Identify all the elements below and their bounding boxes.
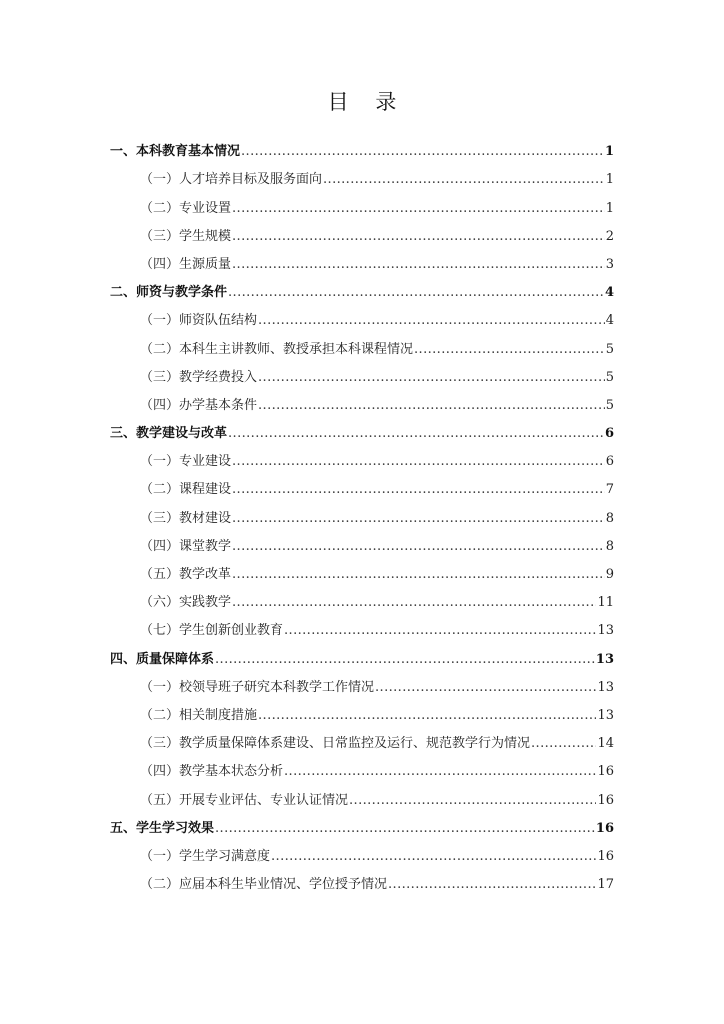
toc-section-entry[interactable] <box>110 843 614 871</box>
toc-dot-leader <box>227 420 604 448</box>
toc-page-number: 6 <box>605 454 614 470</box>
toc-section-entry[interactable] <box>110 871 614 899</box>
toc-page-number: 11 <box>597 595 614 611</box>
toc-section-entry[interactable] <box>110 786 614 814</box>
toc-entry-title: （四）课堂教学 <box>140 538 232 554</box>
toc-section-entry[interactable] <box>110 194 614 222</box>
toc-dot-leader <box>387 871 596 899</box>
toc-dot-leader <box>231 589 596 617</box>
toc-entry-title: （一）校领导班子研究本科教学工作情况 <box>140 679 375 695</box>
toc-entry-title: （一）学生学习满意度 <box>140 848 271 864</box>
toc-entry-title: （三）教学经费投入 <box>140 369 258 385</box>
toc-section-entry[interactable] <box>110 617 614 645</box>
toc-entry-title: （三）学生规模 <box>140 228 232 244</box>
toc-page-number: 16 <box>597 848 614 864</box>
toc-section-entry[interactable] <box>110 758 614 786</box>
toc-section-entry[interactable] <box>110 448 614 476</box>
toc-dot-leader <box>227 279 604 307</box>
toc-page-number: 13 <box>597 707 614 723</box>
toc-page-number: 13 <box>597 623 614 639</box>
toc-section-entry[interactable] <box>110 166 614 194</box>
toc-entry-title: （一）师资队伍结构 <box>140 313 258 329</box>
toc-page-number: 6 <box>604 426 614 442</box>
toc-chapter-entry[interactable] <box>110 420 614 448</box>
toc-section-entry[interactable] <box>110 251 614 279</box>
toc-dot-leader <box>413 336 605 364</box>
toc-dot-leader <box>231 505 605 533</box>
toc-dot-leader <box>240 138 604 166</box>
toc-page-number: 17 <box>597 877 614 893</box>
toc-dot-leader <box>231 195 605 223</box>
toc-page-number: 7 <box>605 482 614 498</box>
toc-entry-title: （二）课程建设 <box>140 482 232 498</box>
toc-dot-leader <box>231 533 605 561</box>
toc-dot-leader <box>257 702 596 730</box>
toc-dot-leader <box>214 646 595 674</box>
toc-chapter-entry[interactable] <box>110 645 614 673</box>
toc-entry-title: （四）教学基本状态分析 <box>140 764 284 780</box>
toc-dot-leader <box>322 166 605 194</box>
toc-page-number: 5 <box>605 369 614 385</box>
toc-chapter-entry[interactable] <box>110 138 614 166</box>
toc-entry-title: （一）人才培养目标及服务面向 <box>140 172 323 188</box>
toc-chapter-entry[interactable] <box>110 279 614 307</box>
toc-dot-leader <box>231 223 605 251</box>
toc-page-number: 16 <box>597 792 614 808</box>
toc-page-number: 16 <box>595 820 614 836</box>
toc-dot-leader <box>257 364 605 392</box>
toc-page-number: 13 <box>597 679 614 695</box>
toc-page-number: 2 <box>605 228 614 244</box>
toc-entry-title: （五）开展专业评估、专业认证情况 <box>140 792 349 808</box>
toc-entry-title: （二）专业设置 <box>140 200 232 216</box>
toc-section-entry[interactable] <box>110 533 614 561</box>
toc-dot-leader <box>231 476 605 504</box>
toc-section-entry[interactable] <box>110 730 614 758</box>
toc-section-entry[interactable] <box>110 307 614 335</box>
toc-dot-leader <box>270 843 596 871</box>
table-of-contents <box>110 138 614 899</box>
toc-dot-leader <box>231 448 605 476</box>
toc-page-number: 8 <box>605 538 614 554</box>
toc-section-entry[interactable] <box>110 702 614 730</box>
toc-page-number: 1 <box>604 144 614 160</box>
toc-entry-title: （二）应届本科生毕业情况、学位授予情况 <box>140 877 388 893</box>
toc-page-number: 8 <box>605 510 614 526</box>
toc-entry-title: （三）教材建设 <box>140 510 232 526</box>
toc-page-number: 14 <box>597 736 614 752</box>
toc-entry-title: 五、学生学习效果 <box>110 820 215 836</box>
toc-page-number: 3 <box>605 256 614 272</box>
toc-section-entry[interactable] <box>110 392 614 420</box>
toc-page-number: 5 <box>605 397 614 413</box>
toc-entry-title: （二）本科生主讲教师、教授承担本科课程情况 <box>140 341 414 357</box>
toc-entry-title: 四、质量保障体系 <box>110 651 215 667</box>
toc-dot-leader <box>283 617 596 645</box>
toc-section-entry[interactable] <box>110 476 614 504</box>
toc-entry-title: （三）教学质量保障体系建设、日常监控及运行、规范教学行为情况 <box>140 736 531 752</box>
toc-dot-leader <box>231 251 605 279</box>
toc-page-number: 1 <box>605 200 614 216</box>
toc-dot-leader <box>348 787 596 815</box>
toc-page-number: 9 <box>605 567 614 582</box>
toc-section-entry[interactable] <box>110 504 614 532</box>
page-title: 目 录 <box>327 90 407 114</box>
toc-page-number: 4 <box>605 313 614 329</box>
toc-dot-leader <box>231 561 605 589</box>
toc-dot-leader <box>530 730 596 758</box>
toc-page-number: 1 <box>605 172 614 188</box>
toc-entry-title: 一、本科教育基本情况 <box>110 144 241 160</box>
toc-dot-leader <box>257 307 605 335</box>
toc-section-entry[interactable] <box>110 223 614 251</box>
toc-chapter-entry[interactable] <box>110 815 614 843</box>
toc-entry-title: （四）生源质量 <box>140 256 232 272</box>
toc-dot-leader <box>257 392 605 420</box>
toc-entry-title: （五）教学改革 <box>140 567 232 582</box>
toc-section-entry[interactable] <box>110 364 614 392</box>
toc-dot-leader <box>283 758 596 786</box>
toc-entry-title: （二）相关制度措施 <box>140 707 258 723</box>
toc-section-entry[interactable] <box>110 674 614 702</box>
toc-dot-leader <box>214 815 595 843</box>
toc-section-entry[interactable] <box>110 589 614 617</box>
toc-entry-title: （一）专业建设 <box>140 454 232 470</box>
toc-page-number: 13 <box>595 651 614 667</box>
toc-section-entry[interactable] <box>110 561 614 589</box>
toc-entry-title: 三、教学建设与改革 <box>110 426 228 442</box>
toc-page-number: 5 <box>605 341 614 357</box>
toc-page-number: 4 <box>604 285 614 301</box>
toc-entry-title: （六）实践教学 <box>140 595 232 611</box>
toc-dot-leader <box>374 674 596 702</box>
toc-entry-title: （七）学生创新创业教育 <box>140 623 284 639</box>
toc-entry-title: 二、师资与教学条件 <box>110 285 228 301</box>
toc-entry-title: （四）办学基本条件 <box>140 397 258 413</box>
toc-page-number: 16 <box>597 764 614 780</box>
toc-section-entry[interactable] <box>110 335 614 363</box>
